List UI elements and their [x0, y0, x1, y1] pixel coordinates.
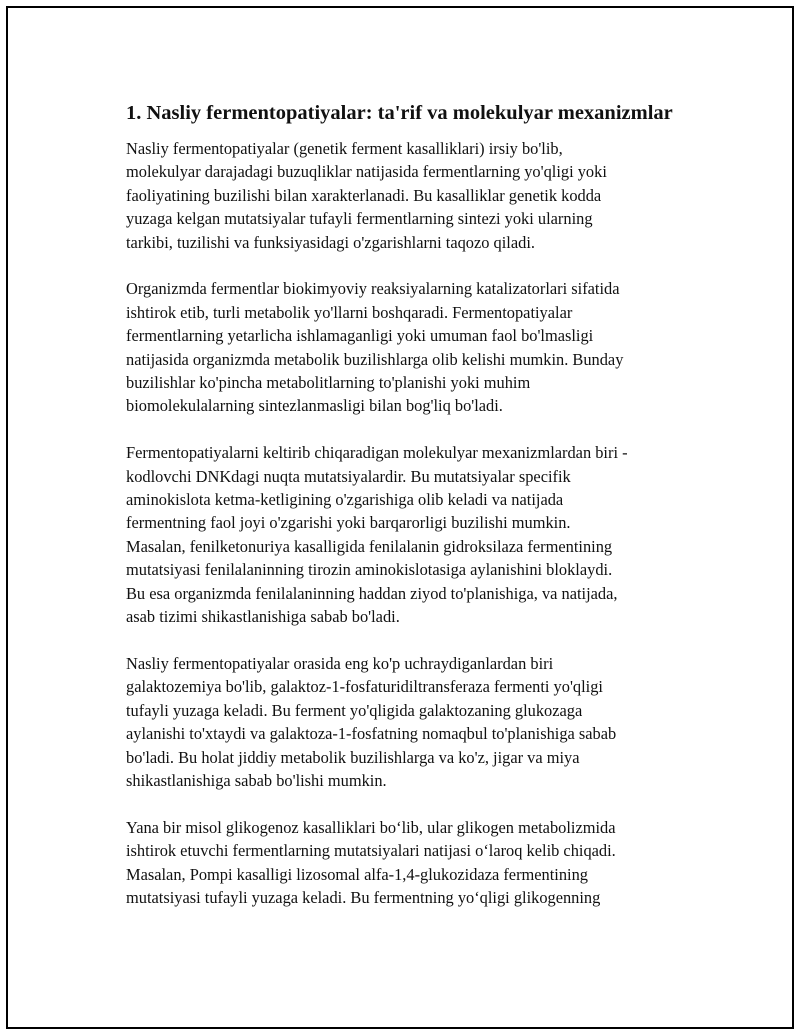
paragraph	[126, 137, 706, 254]
paragraph-line: ishtirok etib, turli metabolik yo'llarni boshqaradi. Fermentopatiyalar	[126, 302, 573, 322]
paragraph-line: shikastlanishiga sabab bo'lishi mumkin.	[126, 770, 387, 790]
paragraph	[126, 441, 706, 628]
paragraph-line: molekulyar darajadagi buzuqliklar natijasida fermentlarning yo'qligi yoki	[126, 162, 607, 182]
paragraph-line: aylanishi to'xtaydi va galaktoza-1-fosfatning nomaqbul to'planishiga sabab	[126, 724, 617, 744]
paragraph	[126, 816, 706, 910]
paragraph-line: natijasida organizmda metabolik buzilishlarga olib kelishi mumkin. Bunday	[126, 349, 624, 369]
paragraph-line: Bu esa organizmda fenilalaninning haddan ziyod to'planishiga, va natijada,	[126, 583, 618, 603]
paragraph-line: Masalan, fenilketonuriya kasalligida fenilalanin gidroksilaza fermentining	[126, 536, 613, 556]
paragraph	[126, 277, 706, 417]
paragraph-line: asab tizimi shikastlanishiga sabab bo'ladi.	[126, 607, 400, 627]
paragraph-line: bo'ladi. Bu holat jiddiy metabolik buzilishlarga va ko'z, jigar va miya	[126, 747, 580, 767]
paragraph-line: Nasliy fermentopatiyalar (genetik ferment kasalliklari) irsiy bo'lib,	[126, 139, 563, 158]
paragraph-line: Organizmda fermentlar biokimyoviy reaksiyalarning katalizatorlari sifatida	[126, 279, 620, 299]
paragraph-line: faoliyatining buzilishi bilan xarakterlanadi. Bu kasalliklar genetik kodda	[126, 185, 602, 205]
paragraph-line: aminokislota ketma-ketligining o'zgarishiga olib keladi va natijada	[126, 490, 564, 510]
paragraph-line: Fermentopatiyalarni keltirib chiqaradigan molekulyar mexanizmlardan biri -	[126, 443, 628, 463]
paragraph-line: yuzaga kelgan mutatsiyalar tufayli fermentlarning sintezi yoki ularning	[126, 209, 593, 229]
paragraph-line: kodlovchi DNKdagi nuqta mutatsiyalardir. Bu mutatsiyalar specifik	[126, 466, 571, 486]
document-body	[126, 100, 706, 933]
paragraph-line: ishtirok etuvchi fermentlarning mutatsiyalari natijasi o‘laroq kelib chiqadi.	[126, 841, 616, 861]
paragraph-line: tufayli yuzaga keladi. Bu ferment yo'qligida galaktozaning glukozaga	[126, 700, 583, 720]
paragraph-line: mutatsiyasi tufayli yuzaga keladi. Bu fermentning yo‘qligi glikogenning	[126, 887, 601, 907]
paragraph-line: fermentning faol joyi o'zgarishi yoki barqarorligi buzilishi mumkin.	[126, 513, 571, 533]
paragraph-line: Yana bir misol glikogenoz kasalliklari bo‘lib, ular glikogen metabolizmida	[126, 817, 616, 837]
paragraph-line: buzilishlar ko'pincha metabolitlarning to'planishi yoki muhim	[126, 373, 531, 393]
section-heading: 1. Nasliy fermentopatiyalar: ta'rif va molekulyar mexanizmlar	[126, 102, 673, 124]
paragraph-line: biomolekulalarning sintezlanmasligi bilan bog'liq bo'ladi.	[126, 396, 503, 416]
paragraph	[126, 652, 706, 792]
paragraph-list	[126, 137, 706, 909]
paragraph-line: tarkibi, tuzilishi va funksiyasidagi o'zgarishlarni taqozo qiladi.	[126, 232, 535, 252]
paragraph-line: mutatsiyasi fenilalaninning tirozin aminokislotasiga aylanishini bloklaydi.	[126, 560, 613, 580]
page-frame	[6, 6, 794, 1029]
paragraph-line: galaktozemiya bo'lib, galaktoz-1-fosfaturidiltransferaza fermenti yo'qligi	[126, 677, 603, 697]
paragraph-line: Nasliy fermentopatiyalar orasida eng ko'p uchraydiganlardan biri	[126, 653, 554, 673]
paragraph-line: fermentlarning yetarlicha ishlamaganligi yoki umuman faol bo'lmasligi	[126, 326, 594, 346]
paragraph-line: Masalan, Pompi kasalligi lizosomal alfa-1,4-glukozidaza fermentining	[126, 864, 588, 884]
